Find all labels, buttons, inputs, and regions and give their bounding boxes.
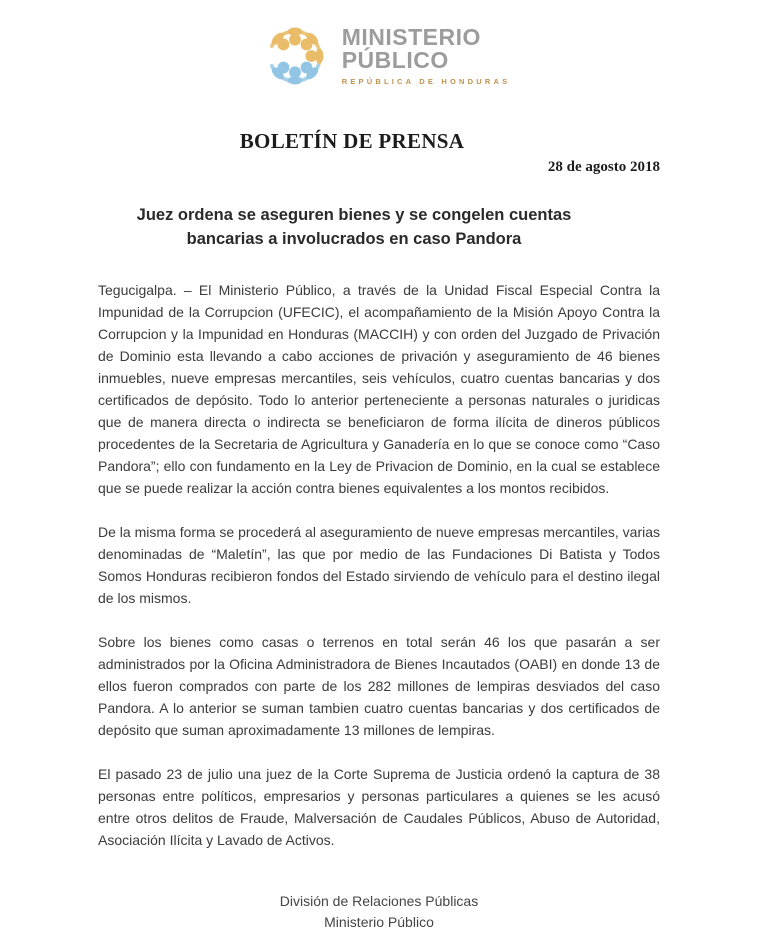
- body-paragraph: Sobre los bienes como casas o terrenos en total serán 46 los que pasarán a ser administrados por la Oficina Administradora de Bienes Incautados (OABI) en donde 13 de ellos fueron comprados con parte de los 282 millones de lempiras desviados del caso Pandora. A lo anterior se suman tambien cuatro cuentas bancarias y dos certificados de depósito que suman aproximadamente 13 millones de lempiras.: [98, 634, 660, 738]
- footer: [98, 891, 660, 933]
- body-paragraph: Tegucigalpa. – El Ministerio Público, a través de la Unidad Fiscal Especial Contra la Impunidad de la Corrupcion (UFECIC), el acompañamiento de la Misión Apoyo Contra la Corrupcion y la Impunidad en Honduras (MACCIH) y con orden del Juzgado de Privación de Dominio esta llevando a cabo acciones de privación y aseguramiento de 46 bienes inmuebles, nueve empresas mercantiles, seis vehículos, cuatro cuentas bancarias y dos certificados de depósito. Todo lo anterior perteneciente a personas naturales o juridicas que de manera directa o indirecta se beneficiaron de forma ilícita de dineros públicos procedentes de la Secretaria de Agricultura y Ganadería en lo que se conoce como “Caso Pandora”; ello con fundamento en la Ley de Privacion de Dominio, en la cual se establece que se puede realizar la acción contra bienes equivalentes a los montos recibidos.: [98, 282, 660, 496]
- logo-wordmark: [342, 26, 511, 85]
- logo-org-line1: MINISTERIO: [341, 24, 481, 51]
- paragraphs: [98, 279, 660, 851]
- circle-of-people-icon: [258, 16, 332, 96]
- footer-division: División de Relaciones Públicas: [279, 893, 479, 909]
- headline: Juez ordena se aseguren bienes y se congelen cuentas bancarias a involucrados en caso Pandora: [136, 206, 572, 248]
- document-date: 28 de agosto 2018: [547, 159, 660, 175]
- document-title: BOLETÍN DE PRENSA: [239, 129, 465, 153]
- footer-org: Ministerio Público: [324, 914, 434, 930]
- logo: [0, 0, 768, 96]
- logo-subtitle: REPÚBLICA DE HONDURAS: [341, 76, 511, 86]
- body-paragraph: El pasado 23 de julio una juez de la Corte Suprema de Justicia ordenó la captura de 38 personas entre políticos, empresarios y personas particulares a quienes se les acusó entre otros delitos de Fraude, Malversación de Caudales Públicos, Abuso de Autoridad, Asociación Ilícita y Lavado de Activos.: [98, 766, 660, 848]
- document-body: [98, 129, 660, 933]
- logo-org-line2: PÚBLICO: [341, 46, 449, 73]
- body-paragraph: De la misma forma se procederá al aseguramiento de nueve empresas mercantiles, varias denominadas de “Maletín”, las que por medio de las Fundaciones Di Batista y Todos Somos Honduras recibieron fondos del Estado sirviendo de vehículo para el destino ilegal de los mismos.: [98, 524, 660, 606]
